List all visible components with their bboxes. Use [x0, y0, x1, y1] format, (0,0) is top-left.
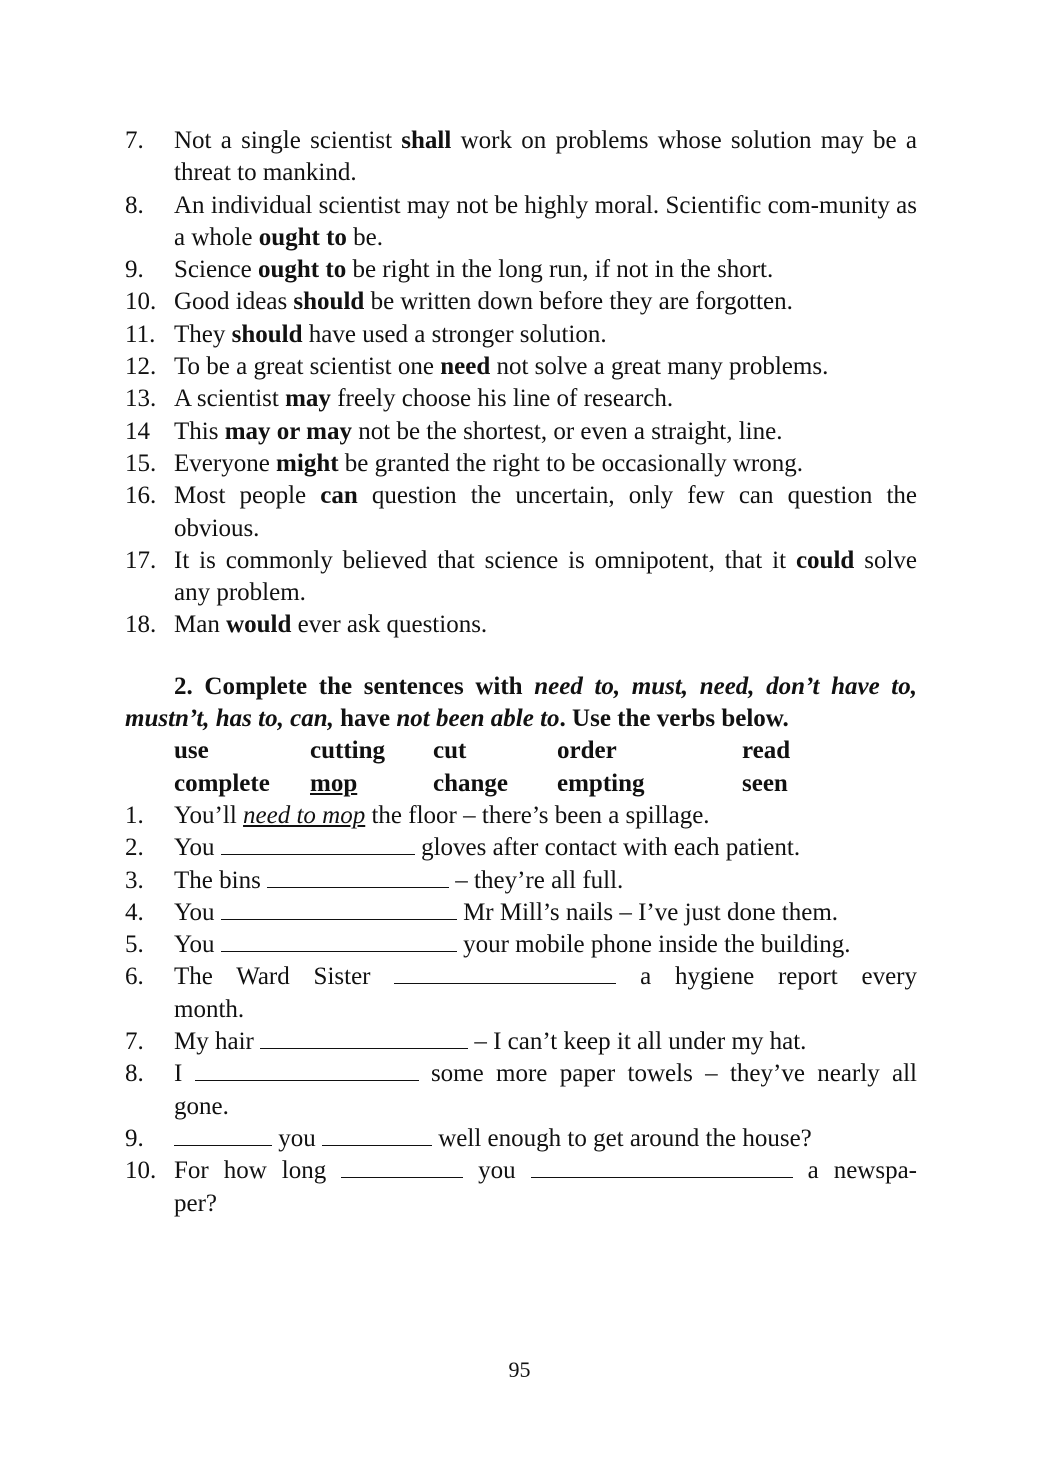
item-text: An individual scientist may not be highly moral. Scientific com-munity as a whole ought to be.	[174, 191, 917, 251]
answer-blank[interactable]	[221, 899, 457, 920]
answer-blank[interactable]	[322, 1125, 432, 1146]
item-number: 13.	[125, 385, 157, 413]
sample-answer: need to mop	[243, 801, 366, 829]
item-text: you well enough to get around the house?	[174, 1123, 917, 1155]
word: order	[557, 737, 617, 765]
item-text: The Ward Sister a hygiene report every month.	[174, 963, 917, 1023]
answer-blank[interactable]	[341, 1157, 463, 1178]
list-item	[125, 609, 917, 641]
list-item	[125, 897, 917, 929]
list-item	[125, 319, 917, 351]
page-number: 95	[508, 1357, 531, 1382]
item-text: You gloves after contact with each patient.	[174, 834, 801, 862]
item-text: They should have used a stronger solution.	[174, 320, 607, 348]
item-number: 15.	[125, 449, 157, 477]
item-number: 16.	[125, 482, 157, 510]
answer-blank[interactable]	[394, 963, 616, 984]
word-bank-row	[174, 768, 917, 800]
item-text: You’ll need to mop the floor – there’s been a spillage.	[174, 801, 710, 829]
item-text: Everyone might be granted the right to be occasionally wrong.	[174, 449, 803, 477]
word: cut	[433, 737, 467, 765]
word-bank	[174, 735, 917, 800]
word-used: mop	[310, 769, 358, 797]
list-item	[125, 545, 917, 610]
item-number: 10.	[125, 1157, 157, 1185]
list-item	[125, 1026, 917, 1058]
item-text: Man would ever ask questions.	[174, 611, 488, 639]
item-text: The bins – they’re all full.	[174, 866, 624, 894]
item-text: My hair – I can’t keep it all under my hat.	[174, 1028, 807, 1056]
word: empting	[557, 769, 645, 797]
item-number: 2.	[125, 834, 144, 862]
list-item	[125, 832, 917, 864]
item-text: Good ideas should be written down before they are forgotten.	[174, 288, 793, 316]
item-number: 9.	[125, 1124, 144, 1152]
item-text: You your mobile phone inside the building.	[174, 931, 851, 959]
list-item	[125, 416, 917, 448]
word: read	[742, 737, 791, 765]
word: seen	[742, 769, 788, 797]
answer-blank[interactable]	[531, 1157, 793, 1178]
item-text: I some more paper towels – they’ve nearly all gone.	[174, 1060, 917, 1120]
item-text: You Mr Mill’s nails – I’ve just done them.	[174, 898, 839, 926]
item-number: 3.	[125, 866, 144, 894]
item-text: This may or may not be the shortest, or even a straight, line.	[174, 417, 783, 445]
word: cutting	[310, 737, 385, 765]
answer-blank[interactable]	[260, 1028, 468, 1049]
item-number: 4.	[125, 898, 144, 926]
item-text: To be a great scientist one need not solve a great many problems.	[174, 353, 829, 381]
word-bank-row	[174, 735, 917, 767]
page-content	[125, 125, 917, 1220]
exercise-2-heading: 2. Complete the sentences with need to, must, need, don’t have to, mustn’t, has to, can, have not been able to. Use the verbs below.	[125, 672, 917, 733]
item-number: 8.	[125, 1060, 144, 1088]
exercise-1-list	[125, 125, 917, 642]
list-item	[125, 286, 917, 318]
word: complete	[174, 769, 270, 797]
list-item	[125, 1058, 917, 1123]
list-item	[125, 1123, 917, 1155]
word: change	[433, 769, 508, 797]
list-item	[125, 865, 917, 897]
list-item	[125, 448, 917, 480]
item-number: 8.	[125, 191, 144, 219]
list-item	[125, 929, 917, 961]
list-item	[125, 480, 917, 545]
item-number: 10.	[125, 288, 157, 316]
list-item	[125, 190, 917, 255]
item-text: Science ought to be right in the long run, if not in the short.	[174, 256, 774, 284]
list-item	[125, 961, 917, 1026]
item-number: 7.	[125, 1028, 144, 1056]
answer-blank[interactable]	[174, 1125, 272, 1146]
list-item	[125, 800, 917, 832]
item-number: 1.	[125, 801, 144, 829]
item-text: A scientist may freely choose his line of research.	[174, 385, 674, 413]
exercise-2-list	[125, 800, 917, 1220]
item-text: It is commonly believed that science is omnipotent, that it could solve any problem.	[174, 546, 917, 607]
item-number: 9.	[125, 256, 144, 284]
answer-blank[interactable]	[221, 834, 415, 855]
item-number: 5.	[125, 931, 144, 959]
item-number: 14	[125, 417, 150, 445]
item-text: Not a single scientist shall work on problems whose solution may be a threat to mankind.	[174, 127, 918, 187]
list-item	[125, 1155, 917, 1220]
answer-blank[interactable]	[267, 867, 449, 888]
answer-blank[interactable]	[221, 931, 457, 952]
item-number: 18.	[125, 611, 157, 639]
item-number: 7.	[125, 127, 144, 154]
item-number: 12.	[125, 353, 157, 381]
item-number: 6.	[125, 963, 144, 991]
item-number: 17.	[125, 546, 157, 574]
list-item	[125, 383, 917, 415]
item-text: For how long you a newspa-per?	[174, 1157, 917, 1217]
list-item	[125, 125, 917, 190]
word: use	[174, 737, 209, 765]
answer-blank[interactable]	[195, 1060, 419, 1081]
list-item	[125, 254, 917, 286]
list-item	[125, 351, 917, 383]
item-text: Most people can question the uncertain, only few can question the obvious.	[174, 482, 918, 542]
item-number: 11.	[125, 320, 156, 348]
